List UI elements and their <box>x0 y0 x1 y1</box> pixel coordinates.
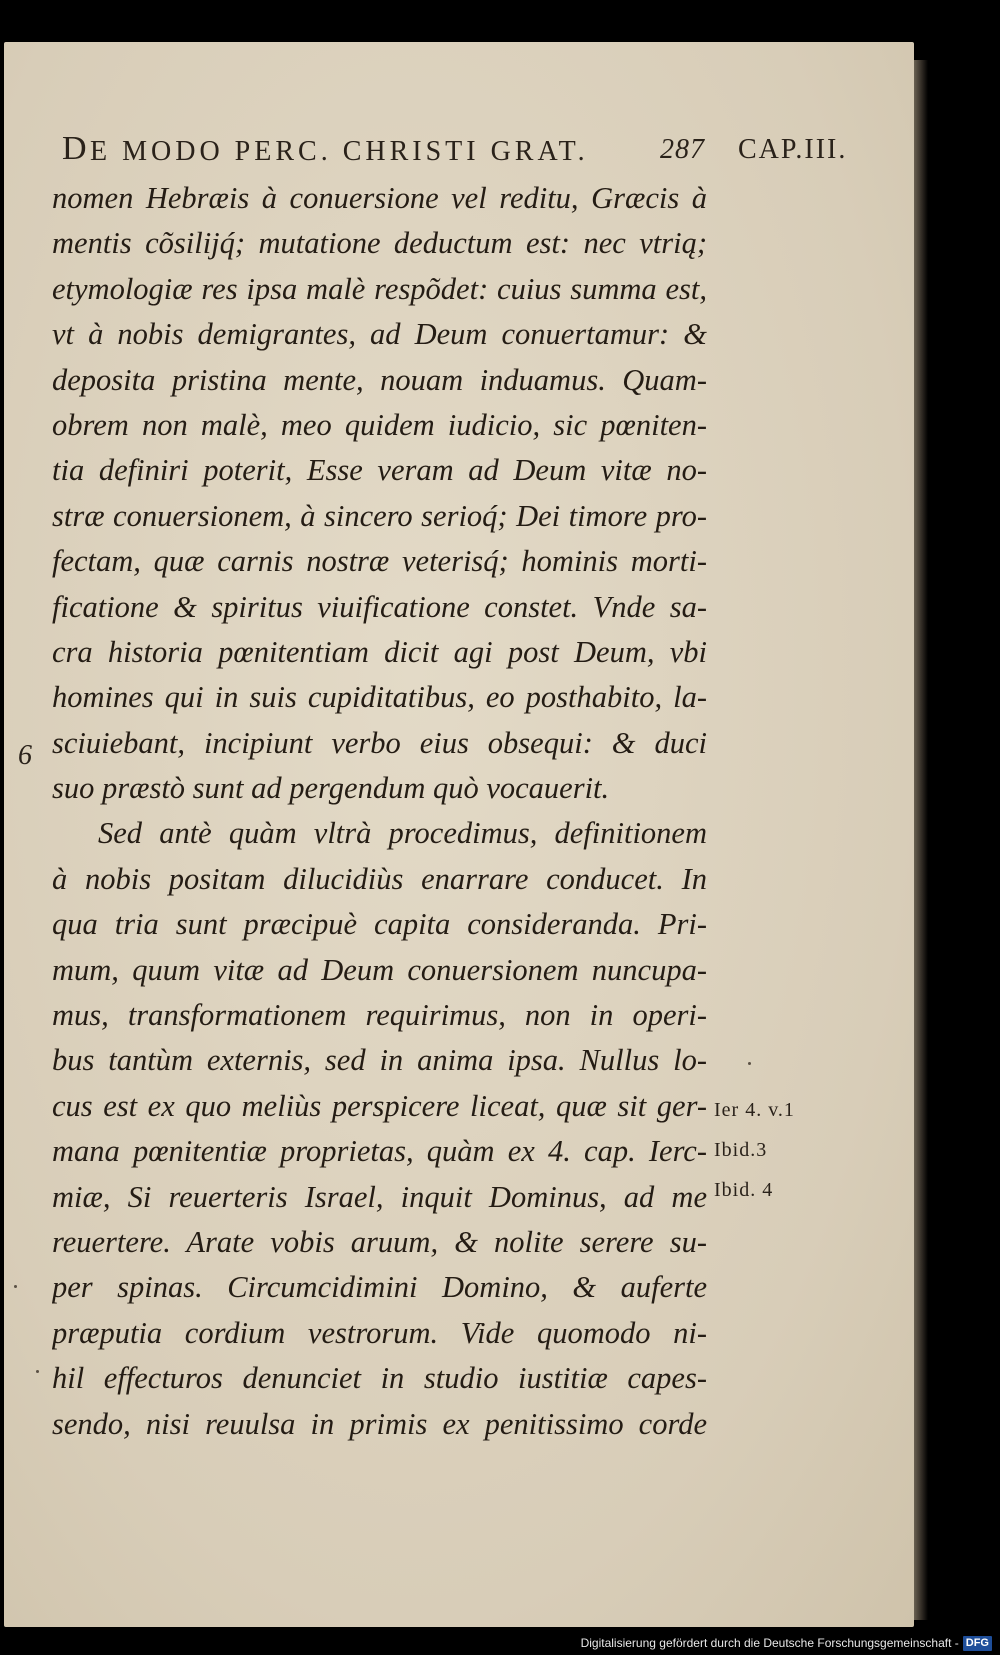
text-line: nomen Hebræis à conuersione vel reditu, Græcis à <box>52 181 707 215</box>
chapter-label: CAP.III. <box>738 134 848 165</box>
text-line: obrem non malè, meo quidem iudicio, sic pœniten- <box>52 407 707 442</box>
margin-note: Ibid. 4 <box>714 1179 774 1201</box>
text-line: mentis cõsilijq́; mutatione deductum est: nec vtrią; <box>52 226 707 261</box>
body-text <box>52 176 707 1447</box>
text-line: mus, transformationem requirimus, non in operi- <box>52 998 707 1033</box>
text-line: suo præstò sunt ad pergendum quò vocauerit. <box>52 771 610 806</box>
text-line: Sed antè quàm vltrà procedimus, definitionem <box>98 816 707 851</box>
text-line: homines qui in suis cupiditatibus, eo posthabito, la- <box>52 680 707 715</box>
margin-notes <box>714 1090 824 1210</box>
page-number: 287 <box>660 134 705 165</box>
paper-speck <box>36 1370 39 1373</box>
text-line: per spinas. Circumcidimini Domino, & auferte <box>52 1270 707 1305</box>
digitization-footer <box>581 1633 992 1653</box>
dfg-logo-icon: DFG <box>963 1636 992 1651</box>
text-line: hil effecturos denunciet in studio iustitiæ capes- <box>52 1361 707 1396</box>
text-line: stræ conuersionem, à sincero serioq́; Dei timore pro- <box>52 498 707 533</box>
text-line: reuertere. Arate vobis aruum, & nolite serere su- <box>52 1224 707 1259</box>
text-line: etymologiæ res ipsa malè respõdet: cuius summa est, <box>52 271 707 306</box>
text-line: cus est ex quo meliùs perspicere liceat, quæ sit ger- <box>52 1088 707 1123</box>
paper-speck <box>14 1285 17 1288</box>
text-line: præputia cordium vestrorum. Vide quomodo ni- <box>52 1315 707 1350</box>
text-line: deposita pristina mente, nouam induamus. Quam- <box>52 362 707 397</box>
text-line: sciuiebant, incipiunt verbo eius obsequi: & duci <box>52 725 707 760</box>
page-edge <box>914 60 928 1620</box>
margin-note: Ier 4. v.1 <box>714 1099 795 1121</box>
text-line: bus tantùm externis, sed in anima ipsa. Nullus lo- <box>52 1043 707 1078</box>
text-line: mana pœnitentiæ proprietas, quàm ex 4. cap. Ierc- <box>52 1134 707 1169</box>
paragraph-number: 6 <box>18 740 32 771</box>
text-line: ficatione & spiritus viuificatione constet. Vnde sa- <box>52 589 707 624</box>
header-initial: D <box>62 130 91 167</box>
text-line: tia definiri poterit, Esse veram ad Deum vitæ no- <box>52 453 707 488</box>
text-line: qua tria sunt præcipuè capita consideranda. Pri- <box>52 907 707 942</box>
text-line: mum, quum vitæ ad Deum conuersionem nuncupa- <box>52 952 707 987</box>
text-line: à nobis positam dilucidiùs enarrare conducet. In <box>52 861 707 896</box>
footer-credit: Digitalisierung gefördert durch die Deutsche Forschungsgemeinschaft - <box>580 1636 959 1650</box>
text-line: fectam, quæ carnis nostræ veterisq́; hominis morti- <box>52 544 707 579</box>
text-line: cra historia pœnitentiam dicit agi post Deum, vbi <box>52 634 707 669</box>
text-line: miæ, Si reuerteris Israel, inquit Dominus, ad me <box>52 1179 707 1214</box>
margin-note: Ibid.3 <box>714 1139 768 1161</box>
text-line: sendo, nisi reuulsa in primis ex penitissimo corde <box>52 1406 707 1441</box>
header-title: E MODO PERC. CHRISTI GRAT. <box>90 136 589 167</box>
paper-speck <box>748 1062 751 1065</box>
running-header <box>62 130 862 170</box>
text-line: vt à nobis demigrantes, ad Deum conuertamur: & <box>52 317 707 352</box>
